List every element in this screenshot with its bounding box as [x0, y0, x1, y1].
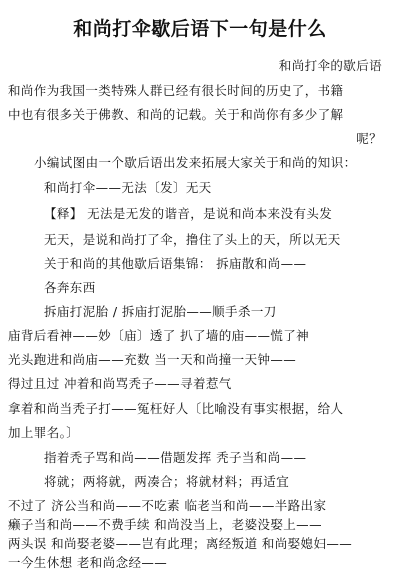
text-line: 拆庙打泥胎 / 拆庙打泥胎——顺手杀一刀	[44, 304, 277, 319]
text-line: 不过了 济公当和尚——不吃素 临老当和尚——半路出家	[8, 498, 327, 513]
subtitle-line: 和尚打伞的歇后语	[278, 58, 382, 73]
text-line: 癞子当和尚——不费手续 和尚没当上，老婆没娶上——	[8, 517, 322, 532]
text-line: 光头跑进和尚庙——充数 当一天和尚撞一天钟——	[8, 352, 297, 367]
text-line: 各奔东西	[44, 280, 96, 295]
text-line: 两头误 和尚娶老婆——岂有此理；离经叛道 和尚娶媳妇——	[8, 536, 353, 551]
text-line: 小编试图由一个歇后语出发来拓展大家关于和尚的知识：	[34, 155, 357, 170]
text-line: 将就；两将就，两凑合；将就材料；再适宜	[44, 474, 290, 489]
text-line: 无天，是说和尚打了伞，撸住了头上的天，所以无天	[44, 232, 341, 247]
text-line: 拿着和尚当秃子打——冤枉好人〔比喻没有事实根据，给人	[8, 401, 344, 416]
text-line: 【释】 无法是无发的谐音，是说和尚本来没有头发	[44, 206, 333, 221]
text-line: 呢？	[356, 131, 382, 146]
text-line: 庙背后看神——妙〔庙〕透了 扒了墙的庙——慌了神	[8, 328, 310, 343]
text-line: 一今生休想 老和尚念经——	[8, 555, 168, 570]
text-line: 加上罪名。〕	[8, 425, 80, 440]
text-line: 关于和尚的其他歇后语集锦： 拆庙散和尚——	[44, 256, 307, 271]
text-line: 得过且过 冲着和尚骂秃子——寻着惹气	[8, 376, 232, 391]
page-title: 和尚打伞歇后语下一句是什么	[73, 18, 327, 40]
text-line: 和尚打伞——无法〔发〕无天	[44, 180, 212, 195]
text-line: 指着秃子骂和尚——借题发挥 秃子当和尚——	[44, 450, 307, 465]
text-line: 和尚作为我国一类特殊人群已经有很长时间的历史了，书籍	[8, 83, 344, 98]
text-line: 中也有很多关于佛教、和尚的记载。关于和尚你有多少了解	[8, 107, 344, 122]
